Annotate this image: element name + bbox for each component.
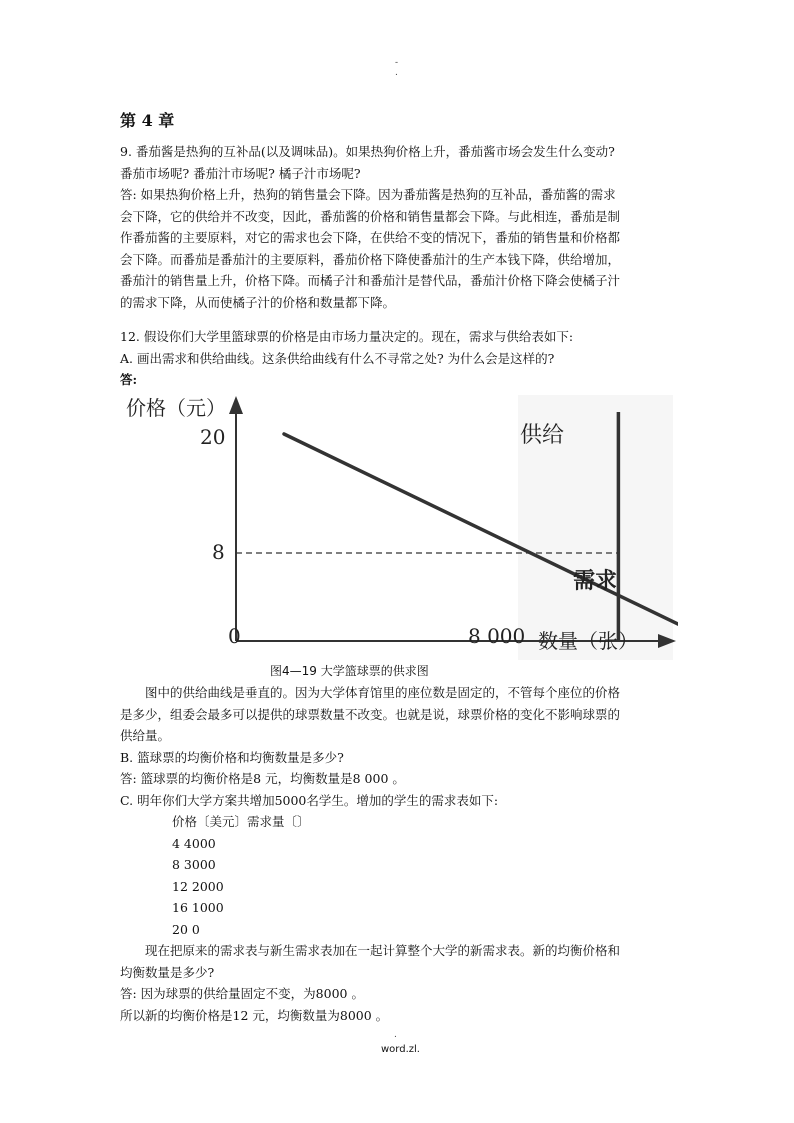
chapter-title: 第 4 章 [120,111,175,130]
paragraph-line: 是多少，组委会最多可以提供的球票数量不改变。也就是说，球票价格的变化不影响球票的 [120,706,621,722]
question-line: 12. 假设你们大学里篮球票的价格是由市场力量决定的。现在，需求与供给表如下: [120,329,574,344]
table-row: 20 0 [172,921,200,937]
paragraph-line: 图中的供给曲线是垂直的。因为大学体育馆里的座位数是固定的，不管每个座位的价格 [145,685,621,700]
question-part-b: B. 篮球票的均衡价格和均衡数量是多少? [120,749,344,765]
header-mark: - . [395,58,399,78]
demand-label: 需求 [573,569,618,594]
y-tick-label: 20 [200,425,226,449]
supply-demand-chart [118,390,678,665]
y-axis-label: 价格（元） [126,396,226,420]
question-part-c: C. 明年你们大学方案共增加5000名学生。增加的学生的需求表如下: [120,792,499,808]
y-tick-label: 8 [212,540,225,564]
x-tick-label: 8 000 [468,624,526,648]
table-row: 16 1000 [172,900,224,915]
answer-line: 作番茄酱的主要原料，对它的需求也会下降，在供给不变的情况下，番茄的销售量和价格都 [120,230,621,245]
x-axis-label: 数量（张） [538,629,638,653]
chart-svg [118,390,678,665]
footer-mark: . [394,1030,397,1040]
answer-line: 答: 篮球票的均衡价格是8 元，均衡数量是8 000 。 [120,771,405,786]
answer-line: 所以新的均衡价格是12 元，均衡数量为8000 。 [120,1007,389,1023]
answer-line: 答: 因为球票的供给量固定不变，为8000 。 [120,986,364,1001]
answer-section [120,682,680,1026]
question-line: 9. 番茄酱是热狗的互补品(以及调味品)。如果热狗价格上升，番茄酱市场会发生什么变动? [120,144,615,159]
table-row: 12 2000 [172,878,224,894]
figure-caption: 图4—19 大学篮球票的供求图 [270,664,429,678]
answer-line: 会下降。而番茄是番茄汁的主要原料，番茄价格下降使番茄汁的生产本钱下降，供给增加， [120,251,621,267]
supply-label: 供给 [520,423,565,448]
question-9 [120,141,680,313]
answer-line: 答: 如果热狗价格上升，热狗的销售量会下降。因为番茄酱是热狗的互补品，番茄酱的需求 [120,187,616,202]
paragraph-line: 均衡数量是多少? [120,964,215,980]
answer-line: 番茄汁的销售量上升，价格下降。而橘子汁和番茄汁是替代品，番茄汁价格下降会使橘子汁 [120,273,621,288]
question-line: 番茄市场呢? 番茄汁市场呢? 橘子汁市场呢? [120,165,361,181]
demand-table [120,811,680,940]
footer-text: word.zl. [381,1044,420,1055]
table-row: 8 3000 [172,857,216,872]
table-header: 价格〔美元〕需求量〔〕 [172,814,310,829]
question-part-a: A. 画出需求和供给曲线。这条供给曲线有什么不寻常之处? 为什么会是这样的? [120,350,555,366]
answer-line: 会下降，它的供给并不改变，因此，番茄酱的价格和销售量都会下降。与此相连，番茄是制 [120,208,621,224]
x-tick-label: 0 [228,624,241,648]
answer-label: 答: [120,372,138,387]
paragraph-line: 供给量。 [120,728,171,743]
paragraph-line: 现在把原来的需求表与新生需求表加在一起计算整个大学的新需求表。新的均衡价格和 [145,943,621,958]
question-12 [120,326,680,391]
answer-line: 的需求下降，从而使橘子汁的价格和数量都下降。 [120,294,396,310]
table-row: 4 4000 [172,835,216,851]
